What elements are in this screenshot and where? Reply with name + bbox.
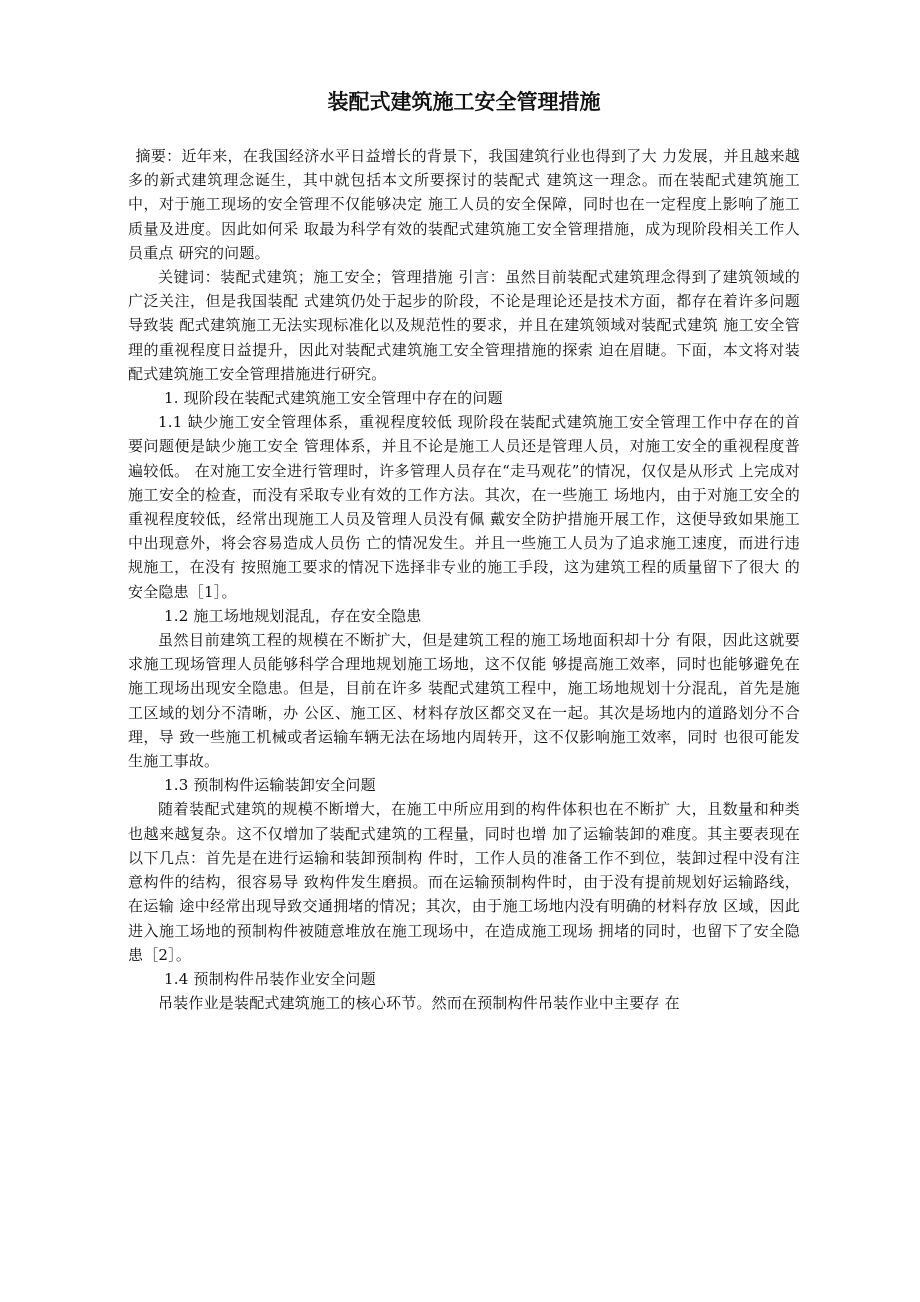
section-1-heading: 1. 现阶段在装配式建筑施工安全管理中存在的问题 bbox=[164, 389, 503, 408]
document-page bbox=[128, 82, 800, 1015]
paper-title: 装配式建筑施工安全管理措施 bbox=[327, 90, 601, 114]
abstract-paragraph: 摘要：近年来，在我国经济水平日益增长的背景下，我国建筑行业也得到了大 力发展，并且越来越多的新式建筑理念诞生，其中就包括本文所要探讨的装配式 建筑这一理念。而在装配式建筑施工中，对于施工现场的安全管理不仅能够决定 施工人员的安全保障，同时也在一定程度上影响了施工质量及进度。因此如何采 取最为科学有效的装配式建筑施工安全管理措施，成为现阶段相关工作人员重点 研究的问题。 bbox=[128, 147, 800, 262]
section-1-2-paragraph: 虽然目前建筑工程的规模在不断扩大，但是建筑工程的施工场地面积却十分 有限，因此这就要求施工现场管理人员能够科学合理地规划施工场地，这不仅能 够提高施工效率，同时也能够避免在施工现场出现安全隐患。但是，目前在许多 装配式建筑工程中，施工场地规划十分混乱，首先是施工区域的划分不清晰，办 公区、施工区、材料存放区都交叉在一起。其次是场地内的道路划分不合理，导 致一些施工机械或者运输车辆无法在场地内周转开，这不仅影响施工效率，同时 也很可能发生施工事故。 bbox=[128, 631, 800, 771]
keywords-intro-paragraph: 关键词：装配式建筑；施工安全；管理措施 引言：虽然目前装配式建筑理念得到了建筑领域的广泛关注，但是我国装配 式建筑仍处于起步的阶段，不论是理论还是技术方面，都存在着许多问题导致装 配式建筑施工无法实现标准化以及规范性的要求，并且在建筑领域对装配式建筑 施工安全管理的重视程度日益提升，因此对装配式建筑施工安全管理措施的探索 迫在眉睫。下面，本文将对装配式建筑施工安全管理措施进行研究。 bbox=[128, 268, 800, 383]
section-1-2-heading: 1.2 施工场地规划混乱，存在安全隐患 bbox=[164, 606, 422, 625]
section-1-3-heading: 1.3 预制构件运输装卸安全问题 bbox=[164, 776, 376, 795]
section-1-4-heading: 1.4 预制构件吊装作业安全问题 bbox=[164, 969, 376, 988]
section-1-3-paragraph: 随着装配式建筑的规模不断增大，在施工中所应用到的构件体积也在不断扩 大，且数量和种类也越来越复杂。这不仅增加了装配式建筑的工程量，同时也增 加了运输装卸的难度。其主要表现在以下几点：首先是在进行运输和装卸预制构 件时，工作人员的准备工作不到位，装卸过程中没有注意构件的结构，很容易导 致构件发生磨损。而在运输预制构件时，由于没有提前规划好运输路线，在运输 途中经常出现导致交通拥堵的情况；其次，由于施工场地内没有明确的材料存放 区域，因此进入施工场地的预制构件被随意堆放在施工现场中，在造成施工现场 拥堵的同时，也留下了安全隐患［2］。 bbox=[128, 800, 800, 964]
section-1-4-paragraph: 吊装作业是装配式建筑施工的核心环节。然而在预制构件吊装作业中主要存 在 bbox=[158, 994, 680, 1013]
section-1-1-paragraph: 1.1 缺少施工安全管理体系，重视程度较低 现阶段在装配式建筑施工安全管理工作中存在的首要问题便是缺少施工安全 管理体系，并且不论是施工人员还是管理人员，对施工安全的重视程度普遍较低。 在对施工安全进行管理时，许多管理人员存在“走马观花”的情况，仅仅是从形式 上完成对施工安全的检查，而没有采取专业有效的工作方法。其次，在一些施工 场地内，由于对施工安全的重视程度较低，经常出现施工人员及管理人员没有佩 戴安全防护措施开展工作，这便导致如果施工中出现意外，将会容易造成人员伤 亡的情况发生。并且一些施工人员为了追求施工速度，而进行违规施工，在没有 按照施工要求的情况下选择非专业的施工手段，这为建筑工程的质量留下了很大 的安全隐患［1］。 bbox=[128, 413, 800, 601]
